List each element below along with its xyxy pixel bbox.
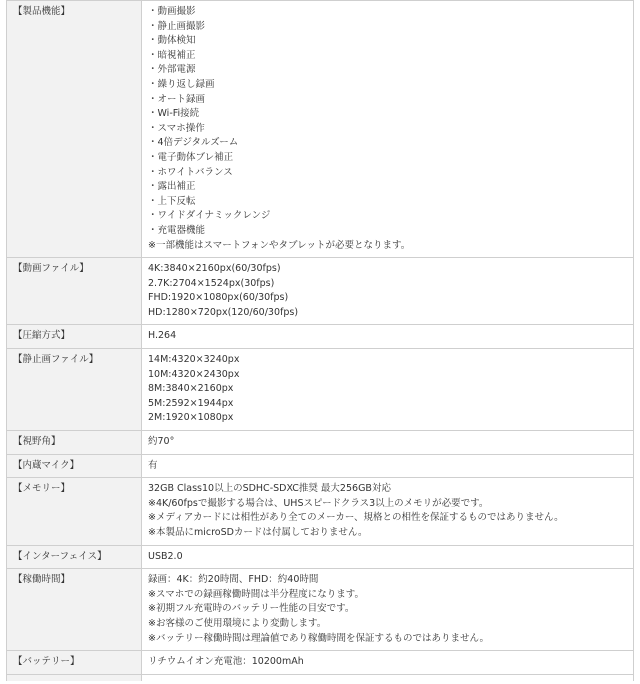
spec-value-line: ・4倍デジタルズーム: [148, 137, 239, 149]
spec-value: [142, 674, 634, 681]
spec-value-line: ・露出補正: [148, 181, 196, 193]
spec-value: [142, 258, 634, 325]
spec-value-line: ・動画撮影: [148, 6, 196, 17]
spec-row: [7, 325, 634, 349]
spec-value: [142, 454, 634, 478]
spec-label: 【製品機能】: [7, 1, 142, 258]
spec-value-line: USB2.0: [148, 550, 183, 562]
spec-table: [6, 0, 634, 681]
spec-value-line: ・上下反転: [148, 195, 196, 207]
spec-value-line: ※スマホでの録画稼働時間は半分程度になります。: [148, 588, 365, 600]
spec-value-line: ・Wi-Fi接続: [148, 108, 200, 120]
spec-value-line: 有: [148, 459, 158, 471]
spec-value-line: 4K:3840×2160px(60/30fps): [148, 263, 281, 275]
spec-label: 【メモリー】: [7, 478, 142, 545]
spec-row-cut: [7, 674, 634, 681]
spec-row: [7, 1, 634, 258]
spec-label: 【圧縮方式】: [7, 325, 142, 349]
spec-value: [142, 1, 634, 258]
spec-label: 【バッテリー】: [7, 651, 142, 675]
spec-value: [142, 545, 634, 569]
spec-label: 【静止画ファイル】: [7, 349, 142, 431]
spec-value-line: ※4K/60fpsで撮影する場合は、UHSスピードクラス3以上のメモリが必要です。: [148, 497, 489, 509]
spec-value-line: ・電子動体ブレ補正: [148, 151, 234, 163]
spec-label: 【視野角】: [7, 431, 142, 455]
spec-value-line: ・外部電源: [148, 64, 196, 76]
spec-value-line: ・静止画撮影: [148, 20, 206, 32]
spec-value-line: FHD:1920×1080px(60/30fps): [148, 292, 289, 304]
spec-value: [142, 478, 634, 545]
spec-row: [7, 454, 634, 478]
spec-value: [142, 431, 634, 455]
spec-value-line: 2.7K:2704×1524px(30fps): [148, 277, 275, 289]
spec-label: 【動画ファイル】: [7, 258, 142, 325]
spec-value-line: ・動体検知: [148, 35, 196, 47]
spec-row: [7, 349, 634, 431]
spec-row: [7, 569, 634, 651]
spec-value-line: H.264: [148, 330, 177, 342]
spec-value-line: ・オート録画: [148, 93, 206, 105]
spec-label: 【内蔵マイク】: [7, 454, 142, 478]
spec-value-line: 14M:4320×3240px: [148, 354, 240, 366]
spec-label: [7, 674, 142, 681]
spec-value-line: 録画：4K：約20時間、FHD：約40時間: [148, 574, 319, 586]
spec-value-line: ・ホワイトバランス: [148, 166, 233, 178]
spec-value: [142, 349, 634, 431]
spec-row: [7, 478, 634, 545]
spec-value-line: ※初期フル充電時のバッテリー性能の目安です。: [148, 603, 355, 615]
spec-value-line: 約70°: [148, 436, 175, 448]
spec-value: [142, 569, 634, 651]
spec-value-line: ※本製品にmicroSDカードは付属しておりません。: [148, 527, 368, 538]
spec-value-line: ・暗視補正: [148, 49, 196, 61]
spec-value-line: 2M:1920×1080px: [148, 412, 234, 424]
spec-value-line: ・充電器機能: [148, 224, 206, 236]
spec-value-line: ・スマホ操作: [148, 122, 205, 134]
spec-value-line: 10M:4320×2430px: [148, 368, 240, 380]
spec-label: 【インターフェイス】: [7, 545, 142, 569]
spec-row: [7, 258, 634, 325]
spec-value-line: 8M:3840×2160px: [148, 383, 234, 395]
spec-row: [7, 545, 634, 569]
spec-value: [142, 651, 634, 675]
spec-value-line: 32GB Class10以上のSDHC-SDXC推奨 最大256GB対応: [148, 483, 391, 495]
spec-value-line: 5M:2592×1944px: [148, 397, 234, 409]
spec-value-line: ※バッテリー稼働時間は理論値であり稼働時間を保証するものではありません。: [148, 632, 490, 644]
spec-value-line: ・繰り返し録画: [148, 78, 215, 90]
spec-value-line: ※一部機能はスマートフォンやタブレットが必要となります。: [148, 239, 411, 251]
spec-value: [142, 325, 634, 349]
spec-label: 【稼働時間】: [7, 569, 142, 651]
spec-value-line: ※メディアカードには相性があり全てのメーカー、規格との相性を保証するものではありません。: [148, 512, 564, 524]
spec-value-line: リチウムイオン充電池：10200mAh: [148, 656, 304, 668]
spec-value-line: ・ワイドダイナミックレンジ: [148, 210, 271, 222]
spec-row: [7, 431, 634, 455]
spec-value-line: ※お客様のご使用環境により変動します。: [148, 617, 327, 629]
spec-table-body: [7, 1, 634, 681]
spec-row: [7, 651, 634, 675]
spec-value-line: HD:1280×720px(120/60/30fps): [148, 306, 299, 318]
